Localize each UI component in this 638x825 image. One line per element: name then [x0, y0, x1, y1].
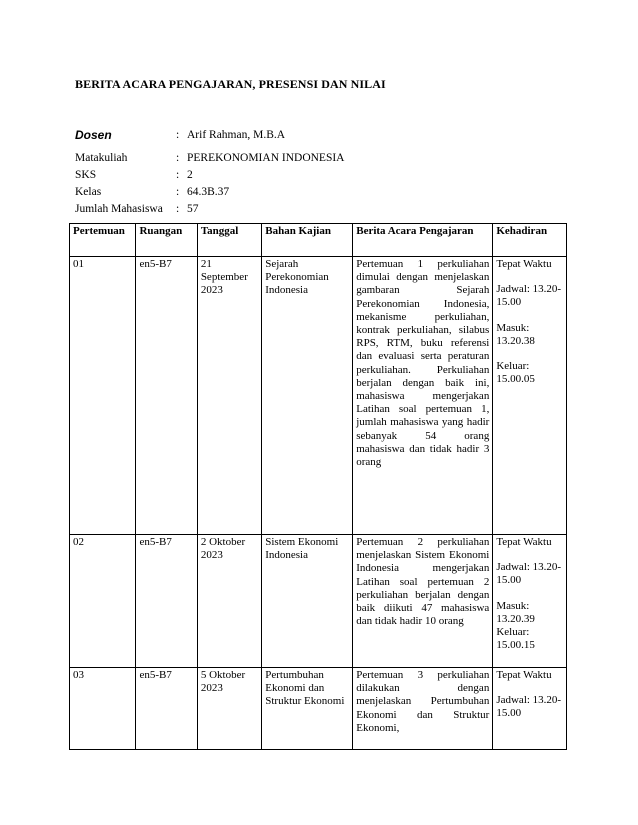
info-row-dosen [75, 127, 344, 144]
cell-ruangan: en5-B7 [136, 257, 197, 535]
attendance-schedule: Jadwal: 13.20-15.00 [496, 561, 562, 587]
attendance-schedule: Jadwal: 13.20-15.00 [496, 283, 562, 309]
attendance-check-out: Keluar: 15.00.15 [496, 626, 535, 652]
header-pertemuan: Pertemuan [70, 224, 136, 257]
attendance-status: Tepat Waktu [496, 536, 552, 548]
info-label: Kelas [75, 186, 102, 198]
cell-bahan-kajian: Pertumbuhan Ekonomi dan Struktur Ekonomi [262, 668, 353, 750]
info-label: Dosen [75, 128, 112, 142]
info-row-matakuliah [75, 150, 344, 167]
teaching-record-table [69, 223, 567, 750]
info-value: 57 [187, 203, 199, 215]
document-title: BERITA ACARA PENGAJARAN, PRESENSI DAN NILAI [75, 77, 386, 91]
cell-kehadiran [493, 535, 567, 668]
table-header-row [70, 224, 567, 257]
table-row [70, 257, 567, 535]
header-ruangan: Ruangan [136, 224, 197, 257]
attendance-schedule: Jadwal: 13.20-15.00 [496, 694, 562, 720]
info-label: Matakuliah [75, 152, 128, 164]
cell-kehadiran [493, 257, 567, 535]
cell-berita-acara: Pertemuan 2 perkuliahan menjelaskan Sistem Ekonomi Indonesia mengerjakan Latihan soal pertemuan 2 perkuliahan berjalan dengan baik diikuti 47 mahasiswa dan tidak hadir 10 orang [353, 535, 493, 668]
cell-tanggal: 5 Oktober 2023 [197, 668, 261, 750]
info-colon: : [176, 186, 180, 198]
info-colon: : [176, 129, 180, 141]
header-tanggal: Tanggal [197, 224, 261, 257]
cell-pertemuan: 01 [70, 257, 136, 535]
info-value: PEREKONOMIAN INDONESIA [187, 152, 345, 164]
header-bahan-kajian: Bahan Kajian [262, 224, 353, 257]
info-label: Jumlah Mahasiswa [75, 203, 163, 215]
header-kehadiran: Kehadiran [493, 224, 567, 257]
attendance-check-out: Keluar: 15.00.05 [496, 360, 535, 386]
info-colon: : [176, 169, 180, 181]
info-value: Arif Rahman, M.B.A [187, 129, 286, 141]
header-berita-acara: Berita Acara Pengajaran [353, 224, 493, 257]
cell-pertemuan: 02 [70, 535, 136, 668]
cell-kehadiran [493, 668, 567, 750]
table-row [70, 668, 567, 750]
info-label: SKS [75, 169, 97, 181]
cell-berita-acara: Pertemuan 3 perkuliahan dilakukan dengan menjelaskan Pertumbuhan Ekonomi dan Struktur Ekonomi, [353, 668, 493, 750]
cell-ruangan: en5-B7 [136, 668, 197, 750]
info-row-jumlah-mahasiswa [75, 201, 344, 218]
cell-bahan-kajian: Sejarah Perekonomian Indonesia [262, 257, 353, 535]
cell-berita-acara: Pertemuan 1 perkuliahan dimulai dengan menjelaskan gambaran Sejarah Perekonomian Indonesia, mekanisme perkuliahan, kontrak perkuliahan, silabus RPS, RTM, buku referensi dan evaluasi serta peraturan perkuliahan. Perkuliahan berjalan dengan baik ini, mahasiswa mengerjakan Latihan soal pertemuan 1, jumlah mahasiswa yang hadir sebanyak 54 orang mahasiswa dan tidak hadir 3 orang [353, 257, 493, 535]
cell-bahan-kajian: Sistem Ekonomi Indonesia [262, 535, 353, 668]
info-row-kelas [75, 184, 344, 201]
attendance-check-in: Masuk: 13.20.39 [496, 599, 535, 625]
table-row [70, 535, 567, 668]
cell-tanggal: 21 September 2023 [197, 257, 261, 535]
cell-tanggal: 2 Oktober 2023 [197, 535, 261, 668]
cell-pertemuan: 03 [70, 668, 136, 750]
info-colon: : [176, 203, 180, 215]
cell-ruangan: en5-B7 [136, 535, 197, 668]
attendance-status: Tepat Waktu [496, 258, 552, 270]
attendance-status: Tepat Waktu [496, 669, 552, 681]
info-row-sks [75, 167, 344, 184]
course-info [75, 127, 344, 218]
info-value: 64.3B.37 [187, 186, 230, 198]
attendance-check-in: Masuk: 13.20.38 [496, 321, 535, 347]
info-value: 2 [187, 169, 193, 181]
info-colon: : [176, 152, 180, 164]
